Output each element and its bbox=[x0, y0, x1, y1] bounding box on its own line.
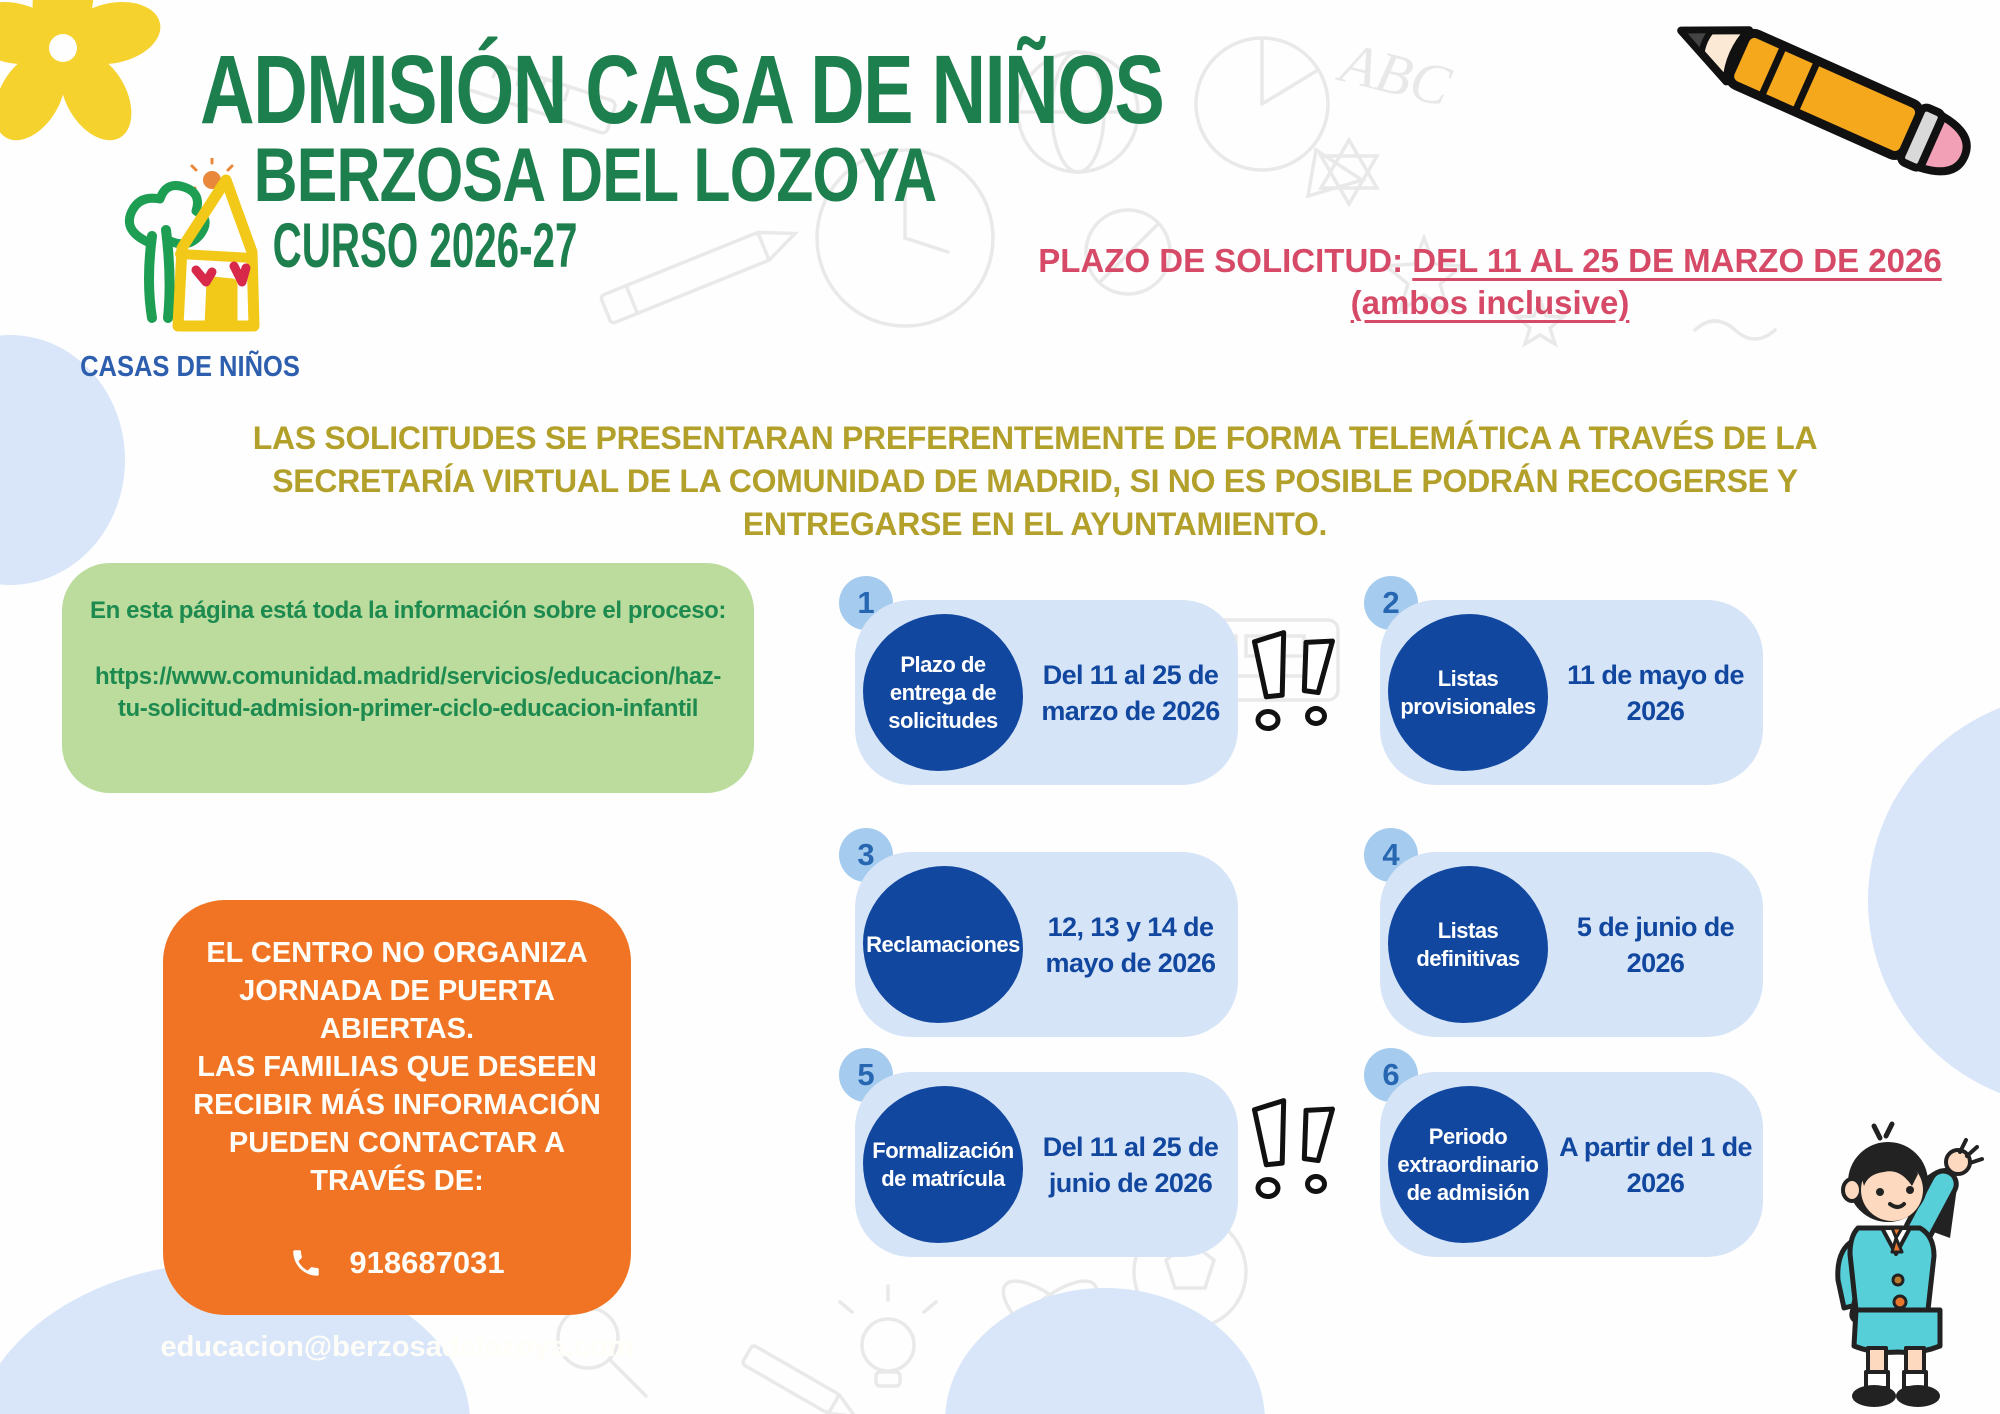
timeline-card bbox=[1380, 600, 1763, 785]
info-box bbox=[62, 563, 754, 793]
contact-more-info: LAS FAMILIAS QUE DESEEN RECIBIR MÁS INFORMACIÓN PUEDEN CONTACTAR A TRAVÉS DE: bbox=[193, 1051, 601, 1197]
info-box-heading: En esta página está toda la información sobre el proceso: bbox=[89, 597, 727, 624]
deadline-note: (ambos inclusive) bbox=[1350, 284, 1630, 321]
double-exclamation-icon bbox=[1243, 630, 1343, 740]
timeline-item-4 bbox=[1380, 837, 1763, 1037]
phone-row bbox=[289, 1244, 504, 1282]
logo-caption: CASAS DE NIÑOS bbox=[80, 351, 300, 383]
info-box-url[interactable]: https://www.comunidad.madrid/servicios/educacion/haz-tu-solicitud-admision-primer-ciclo-educacion-infantil bbox=[94, 663, 722, 722]
phone-number[interactable]: 918687031 bbox=[349, 1245, 505, 1280]
step-label-bubble: Periodo extraordinario de admisión bbox=[1388, 1086, 1548, 1243]
timeline-item-6 bbox=[1380, 1057, 1763, 1257]
timeline-card bbox=[1380, 852, 1763, 1037]
poster-title: ADMISIÓN CASA DE NIÑOS bbox=[200, 35, 1164, 144]
step-label-bubble: Plazo de entrega de solicitudes bbox=[863, 614, 1023, 771]
step-date: 12, 13 y 14 de mayo de 2026 bbox=[1045, 911, 1216, 978]
step-label-bubble: Formalización de matrícula bbox=[863, 1086, 1023, 1243]
step-number-badge: 4 bbox=[1364, 828, 1418, 882]
contact-no-open-day: EL CENTRO NO ORGANIZA JORNADA DE PUERTA ABIERTAS. bbox=[206, 937, 588, 1045]
step-date: A partir del 1 de 2026 bbox=[1559, 1131, 1752, 1198]
step-number-badge: 3 bbox=[839, 828, 893, 882]
step-date: 5 de junio de 2026 bbox=[1576, 911, 1735, 978]
schoolboy-illustration bbox=[1800, 1120, 2000, 1410]
step-label-bubble: Reclamaciones bbox=[863, 866, 1023, 1023]
intro-paragraph: LAS SOLICITUDES SE PRESENTARAN PREFERENTEMENTE DE FORMA TELEMÁTICA A TRAVÉS DE LA SECRETARÍA VIRTUAL DE LA COMUNIDAD DE MADRID, SI NO ES POSIBLE PODRÁN RECOGERSE Y ENTREGARSE EN EL AYUNTAMIENTO. bbox=[252, 420, 1818, 542]
timeline-item-2 bbox=[1380, 585, 1763, 785]
timeline-card bbox=[855, 600, 1238, 785]
step-date: Del 11 al 25 de junio de 2026 bbox=[1042, 1131, 1219, 1198]
timeline-card bbox=[855, 1072, 1238, 1257]
contact-box bbox=[160, 900, 634, 1363]
email-address[interactable]: educacion@berzosadelozoya.com bbox=[160, 1331, 634, 1363]
timeline-item-1 bbox=[855, 585, 1238, 785]
timeline-item-3 bbox=[855, 837, 1238, 1037]
step-number-badge: 5 bbox=[839, 1048, 893, 1102]
step-date: Del 11 al 25 de marzo de 2026 bbox=[1041, 659, 1220, 726]
step-number-badge: 1 bbox=[839, 576, 893, 630]
poster-subtitle: BERZOSA DEL LOZOYA bbox=[253, 133, 937, 218]
poster-course: CURSO 2026-27 bbox=[272, 211, 578, 281]
abc-doodle-text: ABC bbox=[1334, 29, 1457, 120]
flower-icon bbox=[0, 0, 168, 158]
casas-de-ninos-logo bbox=[92, 158, 292, 358]
double-exclamation-icon bbox=[1243, 1098, 1343, 1208]
timeline-card bbox=[1380, 1072, 1763, 1257]
timeline-item-5 bbox=[855, 1057, 1238, 1257]
deadline-dates: DEL 11 AL 25 DE MARZO DE 2026 bbox=[1412, 242, 1942, 279]
pencil-icon bbox=[1648, 2, 1993, 197]
step-date: 11 de mayo de 2026 bbox=[1567, 659, 1744, 726]
deadline-prefix: PLAZO DE SOLICITUD: bbox=[1038, 242, 1413, 279]
step-label-bubble: Listas definitivas bbox=[1388, 866, 1548, 1023]
phone-icon bbox=[289, 1246, 323, 1280]
step-label-bubble: Listas provisionales bbox=[1388, 614, 1548, 771]
step-number-badge: 2 bbox=[1364, 576, 1418, 630]
step-number-badge: 6 bbox=[1364, 1048, 1418, 1102]
timeline-card bbox=[855, 852, 1238, 1037]
deadline-banner bbox=[1015, 240, 1965, 324]
